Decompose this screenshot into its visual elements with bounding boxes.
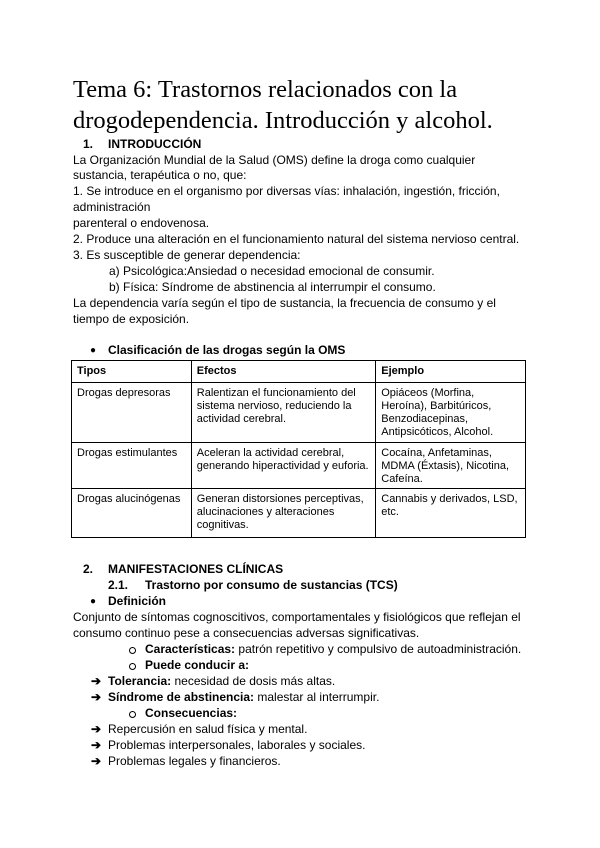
arrow-right-icon: ➔ [91, 674, 102, 688]
classification-heading: Clasificación de las drogas según la OMS [108, 343, 346, 357]
table-cell-tipo: Drogas depresoras [72, 383, 192, 443]
bullet-dot-icon: ● [90, 345, 97, 356]
table-row [72, 443, 526, 489]
closing-line-1: La dependencia varía según el tipo de sustancia, la frecuencia de consumo y el [73, 296, 496, 310]
table-cell-tipo: Drogas alucinógenas [72, 489, 192, 538]
table-row [72, 489, 526, 538]
table-cell-ejemplo: Cannabis y derivados, LSD, etc. [376, 489, 526, 538]
tolerancia-item [108, 674, 335, 689]
definition-line-1: Conjunto de síntomas cognoscitivos, comportamentales y fisiológicos que reflejan el [73, 610, 521, 624]
table-cell-efectos: Generan distorsiones perceptivas, alucinaciones y alteraciones cognitivas. [191, 489, 375, 538]
list-item: Problemas interpersonales, laborales y sociales. [108, 738, 366, 752]
puede-conducir-label: Puede conducir a: [145, 658, 250, 672]
table-header-efectos: Efectos [191, 361, 375, 383]
table-cell-ejemplo: Cocaína, Anfetaminas, MDMA (Éxtasis), Nicotina, Cafeína. [376, 443, 526, 489]
drug-classification-table [71, 360, 526, 538]
circle-bullet-icon [129, 663, 136, 670]
point-2: 2. Produce una alteración en el funcionamiento natural del sistema nervioso central. [73, 232, 520, 246]
circle-bullet-icon [129, 711, 136, 718]
tolerancia-text: necesidad de dosis más altas. [171, 674, 336, 688]
bullet-dot-icon: ● [90, 596, 97, 607]
subsection-number: 2.1. [108, 578, 129, 592]
circle-bullet-icon [129, 647, 136, 654]
tolerancia-label: Tolerancia: [108, 674, 172, 688]
closing-line-2: tiempo de exposición. [73, 312, 190, 326]
arrow-right-icon: ➔ [91, 738, 102, 752]
point-1-line-3: parenteral o endovenosa. [73, 216, 210, 230]
point-1-line-2: administración [73, 200, 151, 214]
arrow-right-icon: ➔ [91, 754, 102, 768]
abstinencia-label: Síndrome de abstinencia: [108, 690, 255, 704]
arrow-right-icon: ➔ [91, 690, 102, 704]
section-1-heading: INTRODUCCIÓN [108, 137, 202, 151]
definition-label: Definición [108, 594, 167, 608]
section-2-heading: MANIFESTACIONES CLÍNICAS [108, 562, 284, 576]
intro-line-2: sustancia, terapéutica o no, que: [73, 168, 247, 182]
abstinencia-text: malestar al interrumpir. [254, 690, 380, 704]
arrow-right-icon: ➔ [91, 722, 102, 736]
intro-line-1: La Organización Mundial de la Salud (OMS) define la droga como cualquier [73, 153, 476, 167]
list-item: Problemas legales y financieros. [108, 754, 281, 768]
sub-point-a: a) Psicológica:Ansiedad o necesidad emocional de consumir. [109, 264, 435, 278]
definition-line-2: consumo continuo pese a consecuencias adversas significativas. [73, 626, 420, 640]
abstinencia-item [108, 690, 379, 705]
caracteristicas-text: patrón repetitivo y compulsivo de autoadministración. [235, 642, 522, 656]
page-title: Tema 6: Trastornos relacionados con la drogodependencia. Introducción y alcohol. [73, 76, 493, 134]
table-cell-tipo: Drogas estimulantes [72, 443, 192, 489]
consecuencias-label: Consecuencias: [145, 706, 238, 720]
section-1-number: 1. [83, 137, 94, 151]
table-header-ejemplo: Ejemplo [376, 361, 526, 383]
list-item: Repercusión en salud física y mental. [108, 722, 308, 736]
point-1-line-1: 1. Se introduce en el organismo por diversas vías: inhalación, ingestión, fricción, [73, 184, 500, 198]
table-cell-efectos: Ralentizan el funcionamiento del sistema nervioso, reduciendo la actividad cerebral. [191, 383, 375, 443]
caracteristicas-label: Características: [145, 642, 236, 656]
sub-point-b: b) Física: Síndrome de abstinencia al interrumpir el consumo. [109, 280, 436, 294]
subsection-heading: Trastorno por consumo de sustancias (TCS) [145, 578, 398, 592]
table-cell-ejemplo: Opiáceos (Morfina, Heroína), Barbitúricos, Benzodiacepinas, Antipsicóticos, Alcohol. [376, 383, 526, 443]
table-cell-efectos: Aceleran la actividad cerebral, generando hiperactividad y euforia. [191, 443, 375, 489]
caracteristicas-item [145, 642, 521, 657]
table-row [72, 383, 526, 443]
table-header-tipos: Tipos [72, 361, 192, 383]
section-2-number: 2. [83, 562, 94, 576]
point-3: 3. Es susceptible de generar dependencia: [73, 248, 301, 262]
